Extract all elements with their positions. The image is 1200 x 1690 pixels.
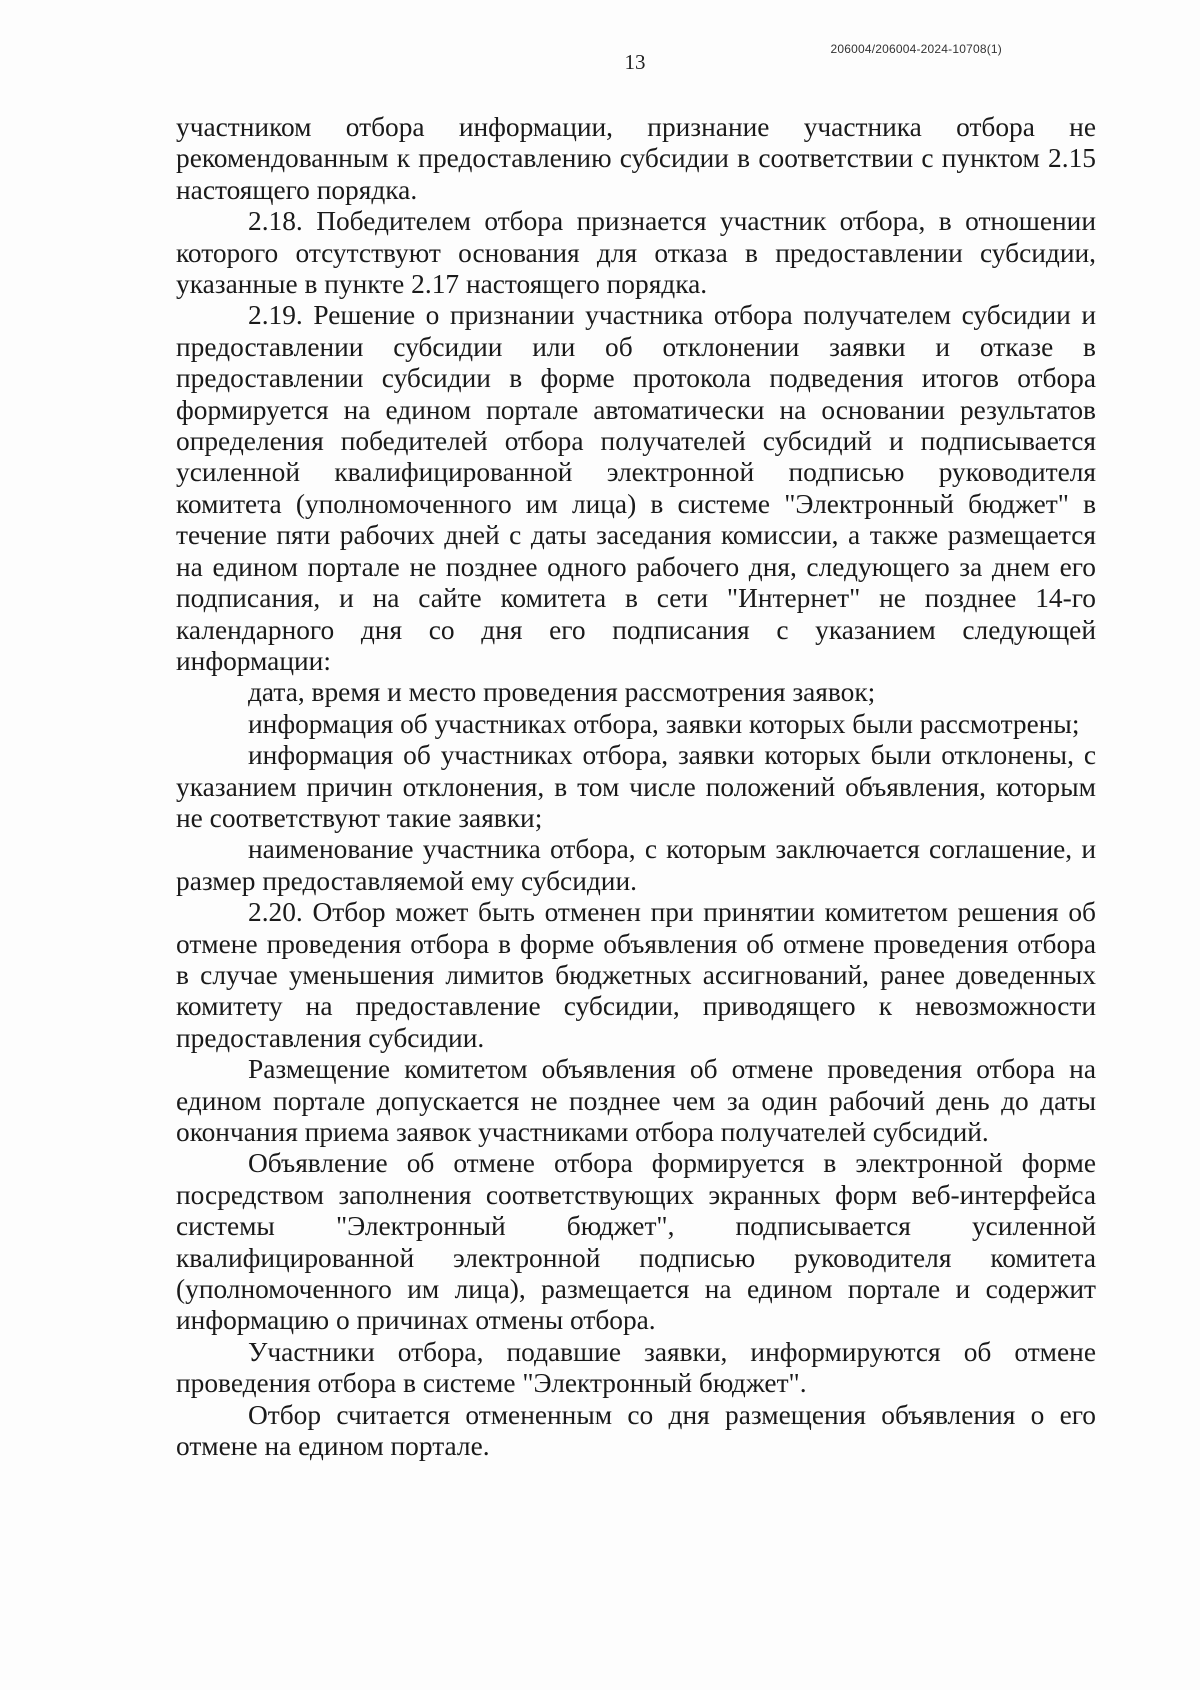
paragraph-cancellation-announcement: Объявление об отмене отбора формируется в электронной форме посредством заполнения соответствующих экранных форм веб-интерфейса системы "Электронный бюджет", подписывается усиленной квалифицированной электронной подписью руководителя комитета (уполномоченного им лица), размещается на едином портале и содержит информацию о причинах отмены отбора. [176, 1148, 1096, 1336]
list-item-date-time-place: дата, время и место проведения рассмотрения заявок; [248, 677, 876, 708]
document-registration-number: 206004/206004-2024-10708(1) [830, 42, 1002, 56]
paragraph-participants-informed: Участники отбора, подавшие заявки, информируются об отмене проведения отбора в системе "Электронный бюджет". [176, 1336, 1096, 1399]
paragraph-2-19: 2.19. Решение о признании участника отбора получателем субсидии и предоставлении субсидии или об отклонении заявки и отказе в предоставлении субсидии в форме протокола подведения итогов отбора формируется на едином портале автоматически на основании результатов определения победителей отбора получателей субсидий и подписывается усиленной квалифицированной электронной подписью руководителя комитета (уполномоченного им лица) в системе "Электронный бюджет" в течение пяти рабочих дней с даты заседания комиссии, а также размещается на едином портале не позднее одного рабочего дня, следующего за днем его подписания, и на сайте комитета в сети "Интернет" не позднее 14-го календарного дня со дня его подписания с указанием следующей информации: [176, 300, 1096, 676]
list-item-rejected-participants: информация об участниках отбора, заявки которых были отклонены, с указанием причин отклонения, в том числе положений объявления, которым не соответствуют такие заявки; [176, 740, 1096, 833]
paragraph-continuation: участником отбора информации, признание участника отбора не рекомендованным к предоставлению субсидии в соответствии с пунктом 2.15 настоящего порядка. [176, 112, 1096, 205]
document-body [176, 112, 1096, 1462]
page-number: 13 [624, 50, 646, 74]
paragraph-2-18: 2.18. Победителем отбора признается участник отбора, в отношении которого отсутствуют основания для отказа в предоставлении субсидии, указанные в пункте 2.17 настоящего порядка. [176, 206, 1096, 300]
paragraph-cancellation-posting: Размещение комитетом объявления об отмене проведения отбора на едином портале допускается не позднее чем за один рабочий день до даты окончания приема заявок участниками отбора получателей субсидий. [176, 1054, 1096, 1147]
list-item-agreement-participant: наименование участника отбора, с которым заключается соглашение, и размер предоставляемой ему субсидии. [176, 834, 1096, 896]
list-item-reviewed-participants: информация об участниках отбора, заявки которых были рассмотрены; [248, 708, 1080, 739]
paragraph-cancellation-effective: Отбор считается отмененным со дня размещения объявления о его отмене на едином портале. [176, 1399, 1096, 1462]
paragraph-2-20: 2.20. Отбор может быть отменен при принятии комитетом решения об отмене проведения отбора в форме объявления об отмене проведения отбора в случае уменьшения лимитов бюджетных ассигнований, ранее доведенных комитету на предоставление субсидии, приводящего к невозможности предоставления субсидии. [176, 897, 1096, 1053]
